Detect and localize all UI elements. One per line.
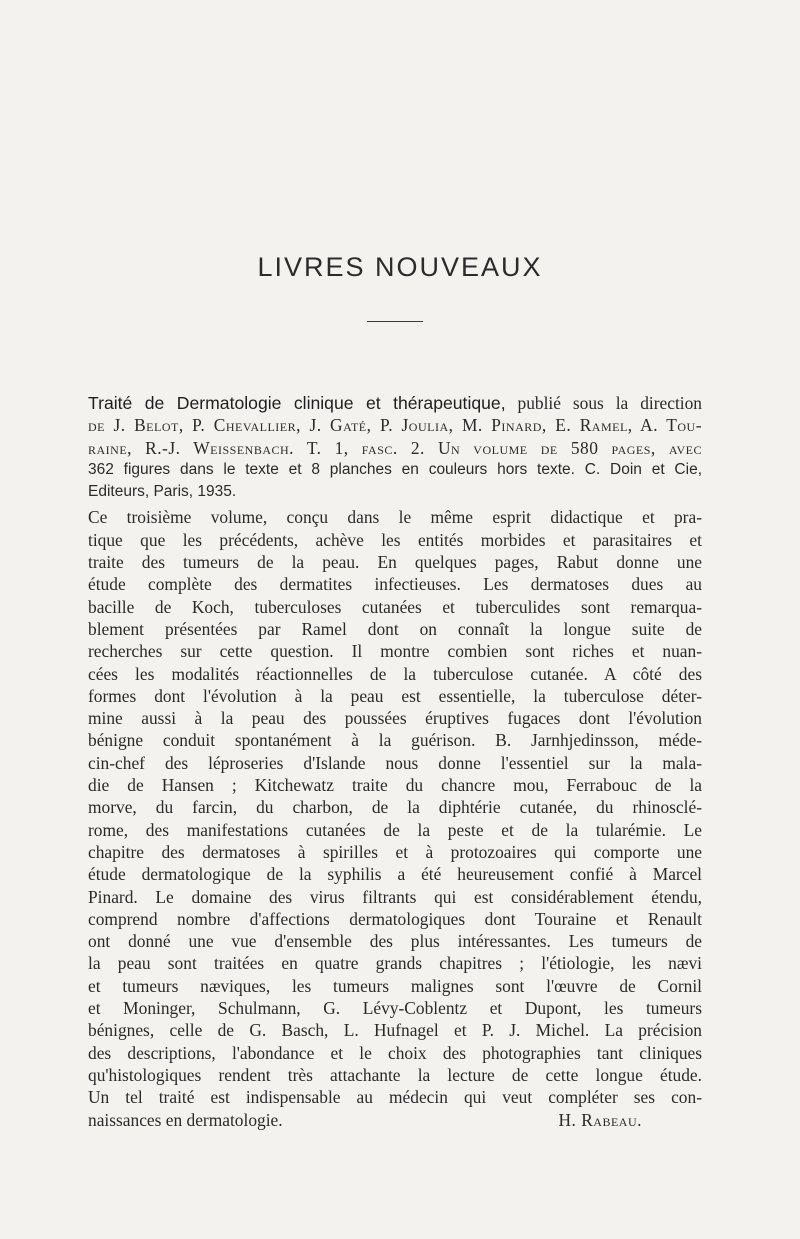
review-header-line: raine, R.-J. Weissenbach. T. 1, fasc. 2. Un volume de 580 pages, avec (88, 437, 702, 458)
body-line: Ce troisième volume, conçu dans le même esprit didactique et pra- (88, 507, 702, 528)
review-header-line: Traité de Dermatologie clinique et thérapeutique, publié sous la direction (88, 393, 702, 413)
body-line: morve, du farcin, du charbon, de la diphtérie cutanée, du rhinosclé- (88, 797, 702, 818)
last-line: naissances en dermatologie. (88, 1109, 283, 1130)
body-line: chapitre des dermatoses à spirilles et à protozoaires qui comporte une (88, 841, 702, 862)
body-line: bénigne conduit spontanément à la guérison. B. Jarnhjedinsson, méde- (88, 730, 702, 751)
body-line: des descriptions, l'abondance et le choix des photographies tant cliniques (88, 1042, 702, 1063)
body-line: formes dont l'évolution à la peau est essentielle, la tuberculose déter- (88, 685, 702, 706)
body-line: et tumeurs næviques, les tumeurs malignes sont l'œuvre de Cornil (88, 975, 702, 996)
body-line: ont donné une vue d'ensemble des plus intéressantes. Les tumeurs de (88, 931, 702, 952)
review-body (88, 506, 702, 1130)
body-line: blement présentées par Ramel dont on connaît la longue suite de (88, 618, 702, 639)
book-title: Traité de Dermatologie clinique et thérapeutique, (88, 393, 506, 413)
closing-line (88, 1109, 702, 1131)
body-line: Un tel traité est indispensable au médecin qui veut compléter ses con- (88, 1087, 702, 1108)
review-header-line: de J. Belot, P. Chevallier, J. Gaté, P. Joulia, M. Pinard, E. Ramel, A. Tou- (88, 415, 702, 436)
book-review (88, 392, 702, 1131)
review-author: H. Rabeau. (558, 1109, 642, 1130)
body-line: cées les modalités réactionnelles de la tuberculose cutanée. A côté des (88, 663, 702, 684)
page-title: LIVRES NOUVEAUX (257, 252, 543, 282)
body-line: qu'histologiques rendent très attachante la lecture de cette longue étude. (88, 1064, 702, 1085)
body-line: rome, des manifestations cutanées de la peste et de la tularémie. Le (88, 819, 702, 840)
body-line: et Moninger, Schulmann, G. Lévy-Coblentz et Dupont, les tumeurs (88, 998, 702, 1019)
body-line: la peau sont traitées en quatre grands chapitres ; l'étiologie, les nævi (88, 953, 702, 974)
review-header-line: 362 figures dans le texte et 8 planches en couleurs hors texte. C. Doin et Cie, (88, 460, 702, 478)
body-line: Pinard. Le domaine des virus filtrants qui est considérablement étendu, (88, 886, 702, 907)
body-line: die de Hansen ; Kitchewatz traite du chancre mou, Ferrabouc de la (88, 775, 702, 796)
body-line: recherches sur cette question. Il montre combien sont riches et nuan- (88, 641, 702, 662)
body-line: étude dermatologique de la syphilis a été heureusement confié à Marcel (88, 864, 702, 885)
body-line: cin-chef des léproseries d'Islande nous donne l'essentiel sur la mala- (88, 752, 702, 773)
body-line: étude complète des dermatites infectieuses. Les dermatoses dues au (88, 574, 702, 595)
body-line: bacille de Koch, tuberculoses cutanées et tuberculides sont remarqua- (88, 596, 702, 617)
body-line: mine aussi à la peau des poussées éruptives fugaces dont l'évolution (88, 708, 702, 729)
body-line: bénignes, celle de G. Basch, L. Hufnagel et P. J. Michel. La précision (88, 1020, 702, 1041)
title-divider (367, 321, 423, 322)
body-line: comprend nombre d'affections dermatologiques dont Touraine et Renault (88, 908, 702, 929)
body-line: traite des tumeurs de la peau. En quelques pages, Rabut donne une (88, 552, 702, 573)
review-header-line: Editeurs, Paris, 1935. (88, 483, 237, 501)
body-line: tique que les précédents, achève les entités morbides et parasitaires et (88, 529, 702, 550)
